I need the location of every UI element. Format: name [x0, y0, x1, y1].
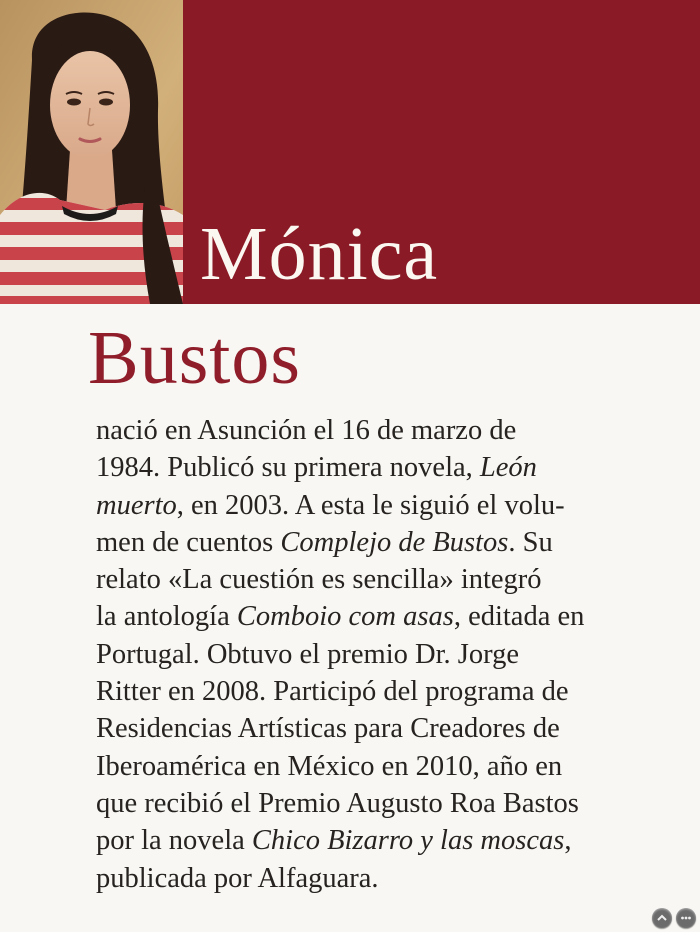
bio-title-text: Chico Bizarro y las moscas: [251, 825, 565, 857]
nav-more-button[interactable]: [676, 908, 696, 928]
bio-line: [96, 412, 656, 449]
bio-title-text: Complejo de Bustos: [280, 526, 509, 558]
bio-text: , editada en: [453, 601, 585, 633]
bio-title-text: León: [479, 452, 537, 484]
bio-text: Iberoamérica en México en 2010, año en: [96, 750, 563, 782]
author-first-name: Mónica: [200, 212, 439, 296]
bio-text: publicada por Alfaguara.: [96, 862, 379, 894]
page-navigation: [652, 908, 696, 928]
bio-line: [96, 673, 656, 710]
bio-text: ,: [564, 825, 572, 857]
nav-prev-button[interactable]: [652, 908, 672, 928]
ellipsis-icon: [680, 912, 692, 924]
bio-line: [96, 598, 656, 635]
bio-text: 1984. Publicó su primera novela,: [96, 452, 480, 484]
bio-title-text: muerto: [96, 489, 177, 521]
bio-line: [96, 449, 656, 486]
bio-line: [96, 748, 656, 785]
bio-text: , en 2003. A esta le siguió el volu-: [176, 489, 565, 521]
bio-text: por la novela: [96, 825, 252, 857]
bio-line: [96, 636, 656, 673]
author-portrait-image: [0, 0, 183, 304]
author-last-name: Bustos: [88, 316, 301, 400]
author-portrait: [0, 0, 183, 304]
bio-text: relato «La cuestión es sencilla» integró: [96, 564, 542, 596]
bio-text: nació en Asunción el 16 de marzo de: [96, 415, 517, 446]
bio-text: Ritter en 2008. Participó del programa de: [96, 676, 569, 708]
chevron-up-icon: [656, 912, 668, 924]
bio-line: [96, 785, 656, 822]
bio-title-text: Comboio com asas: [236, 601, 454, 633]
bio-line: [96, 822, 656, 859]
bio-text: la antología: [96, 601, 237, 633]
bio-text: . Su: [508, 526, 553, 558]
bio-line: [96, 487, 656, 524]
bio-line: [96, 710, 656, 747]
bio-line: [96, 524, 656, 561]
bio-text: que recibió el Premio Augusto Roa Bastos: [96, 787, 579, 819]
bio-text: Residencias Artísticas para Creadores de: [96, 713, 560, 745]
bio-line: [96, 561, 656, 598]
bio-text: men de cuentos: [96, 526, 281, 558]
author-biography: [96, 412, 656, 897]
bio-line: [96, 860, 656, 897]
bio-text: Portugal. Obtuvo el premio Dr. Jorge: [96, 638, 519, 670]
